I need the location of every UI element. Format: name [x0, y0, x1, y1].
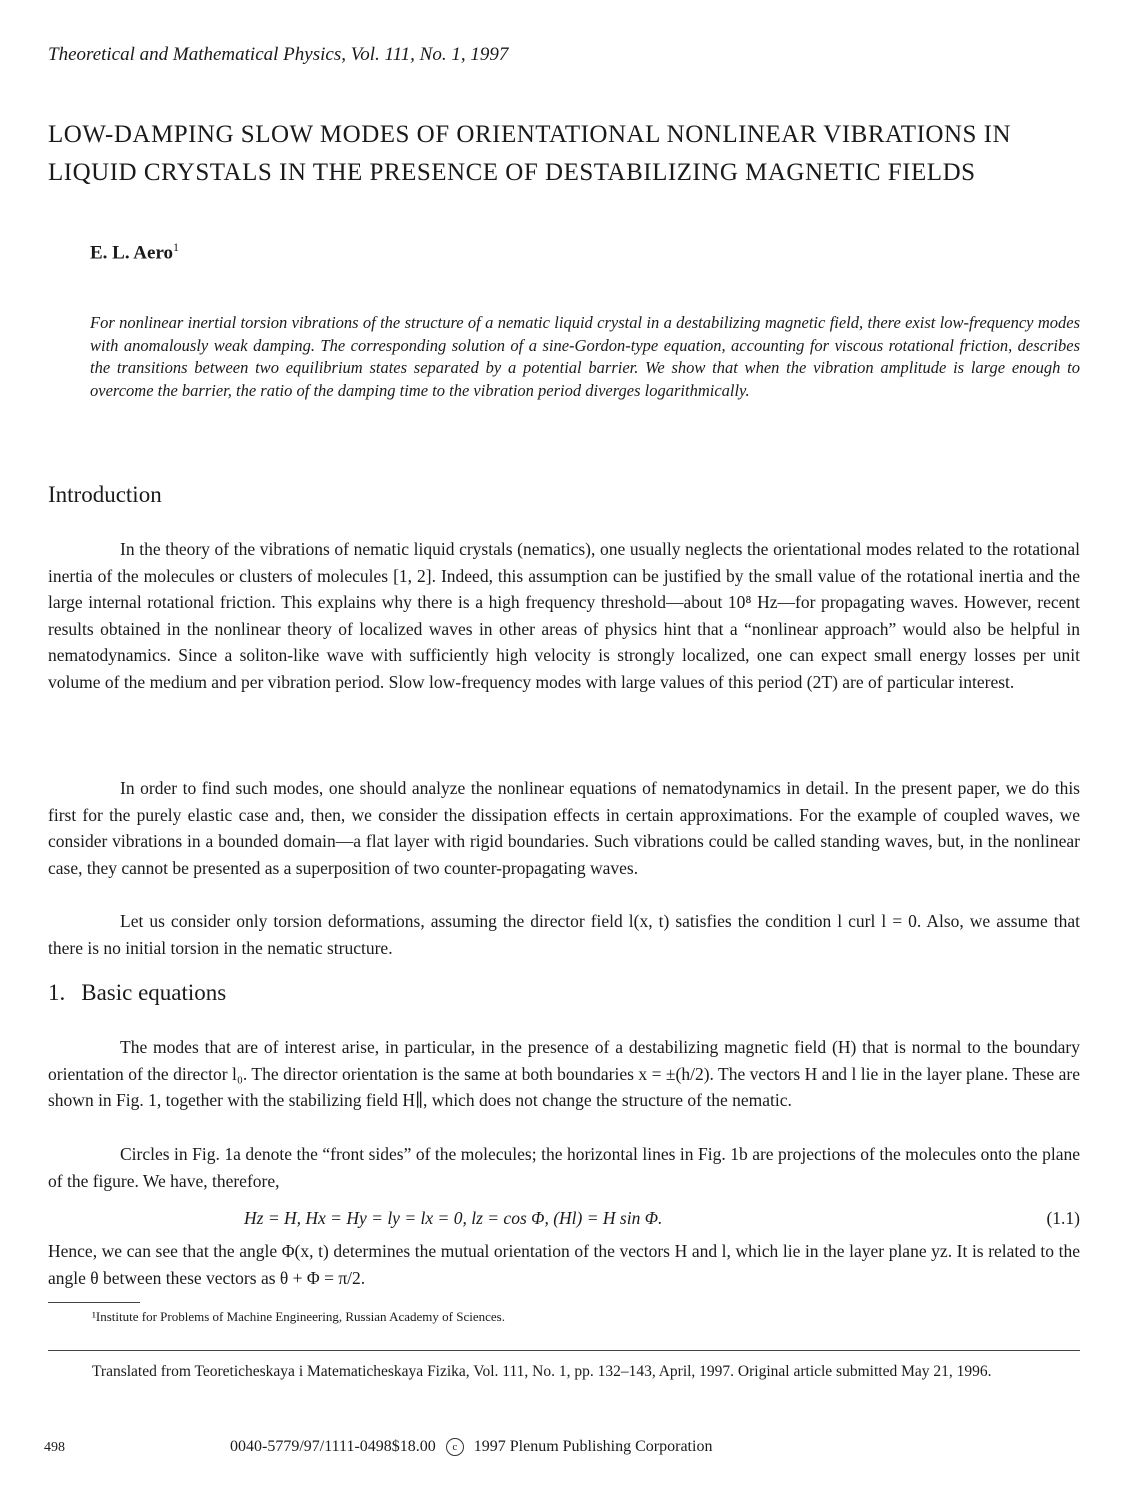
author-footnote-mark: 1: [173, 240, 180, 254]
section-heading-introduction: Introduction: [48, 482, 162, 507]
author-name: E. L. Aero: [90, 242, 174, 264]
translation-rule: [48, 1350, 1080, 1351]
intro-p1-text: In the theory of the vibrations of nematic liquid crystals (nematics), one usually neglects the orientational modes related to the rotational inertia of the molecules or clusters of molecules [1, 2]. Indeed, this assumption can be justified by the small value of the rotational inertia and the large internal rotational friction. This explains why there is a high frequency threshold—about 10⁸ Hz—for propagating waves. However, recent results obtained in the nonlinear theory of localized waves in other areas of physics hint that a “nonlinear approach” would also be helpful in nematodynamics. Since a soliton-like wave with sufficiently high velocity is strongly localized, one can expect small energy losses per unit volume of the medium and per vibration period. Slow low-frequency modes with large values of this period (2T) are of particular interest.: [48, 539, 1080, 692]
equation-body: Hz = H, Hx = Hy = ly = lx = 0, lz = cos Φ, (Hl) = H sin Φ.: [244, 1208, 663, 1228]
publication-line: [230, 1438, 712, 1456]
author-line: [90, 240, 179, 264]
page-number: 498: [44, 1440, 65, 1455]
intro-paragraph-2: [48, 775, 1080, 881]
intro-paragraph-3: [48, 908, 1080, 961]
publisher: 1997 Plenum Publishing Corporation: [473, 1438, 713, 1455]
translation-note: Translated from Teoreticheskaya i Matematicheskaya Fizika, Vol. 111, No. 1, pp. 132–143, April, 1997. Original article submitted May 21, 1996.: [92, 1363, 992, 1380]
section1-p1-text: The modes that are of interest arise, in particular, in the presence of a destabilizing magnetic field (H) that is normal to the boundary orientation of the director l₀. The director orientation is the same at both boundaries x = ±(h/2). The vectors H and l lie in the layer plane. These are shown in Fig. 1, together with the stabilizing field H∥, which does not change the structure of the nematic.: [48, 1037, 1080, 1110]
intro-p2-text: In order to find such modes, one should analyze the nonlinear equations of nematodynamics in detail. In the present paper, we do this first for the purely elastic case and, then, we consider the dissipation effects in certain approximations. For the example of coupled waves, we consider vibrations in a bounded domain—a flat layer with rigid boundaries. Such vibrations could be called standing waves, but, in the nonlinear case, they cannot be presented as a superposition of two counter-propagating waves.: [48, 778, 1080, 878]
equation-1-1: [48, 1208, 1080, 1234]
paper-title: LOW-DAMPING SLOW MODES OF ORIENTATIONAL NONLINEAR VIBRATIONS IN LIQUID CRYSTALS IN THE PRESENCE OF DESTABILIZING MAGNETIC FIELDS: [48, 121, 1012, 186]
equation-number: (1.1): [1046, 1208, 1080, 1228]
intro-paragraph-1: [48, 536, 1080, 695]
journal-header: Theoretical and Mathematical Physics, Vol. 111, No. 1, 1997: [48, 44, 509, 65]
publication-code: 0040-5779/97/1111-0498$18.00: [230, 1438, 436, 1455]
section1-paragraph-2: [48, 1141, 1080, 1194]
section-heading-basic-equations: [48, 980, 226, 1006]
intro-p3-text: Let us consider only torsion deformations, assuming the director field l(x, t) satisfies the condition l curl l = 0. Also, we assume that there is no initial torsion in the nematic structure.: [48, 911, 1080, 958]
section-number: 1.: [48, 980, 66, 1005]
section1-paragraph-3: [48, 1238, 1080, 1291]
section1-paragraph-1: [48, 1034, 1080, 1114]
copyright-icon: c: [446, 1438, 464, 1456]
section1-p2-text: Circles in Fig. 1a denote the “front sides” of the molecules; the horizontal lines in Fig. 1b are projections of the molecules onto the plane of the figure. We have, therefore,: [48, 1144, 1080, 1191]
abstract: For nonlinear inertial torsion vibrations of the structure of a nematic liquid crystal in a destabilizing magnetic field, there exist low-frequency modes with anomalously weak damping. The corresponding solution of a sine-Gordon-type equation, accounting for viscous rotational friction, describes the transitions between two equilibrium states separated by a potential barrier. We show that when the vibration amplitude is large enough to overcome the barrier, the ratio of the damping time to the vibration period diverges logarithmically.: [90, 313, 1080, 400]
section1-p3-text: Hence, we can see that the angle Φ(x, t) determines the mutual orientation of the vectors H and l, which lie in the layer plane yz. It is related to the angle θ between these vectors as θ + Φ = π/2.: [48, 1241, 1080, 1288]
section-title: Basic equations: [81, 980, 227, 1005]
affiliation-footnote: ¹Institute for Problems of Machine Engineering, Russian Academy of Sciences.: [92, 1309, 505, 1324]
footnote-rule: [48, 1302, 140, 1303]
